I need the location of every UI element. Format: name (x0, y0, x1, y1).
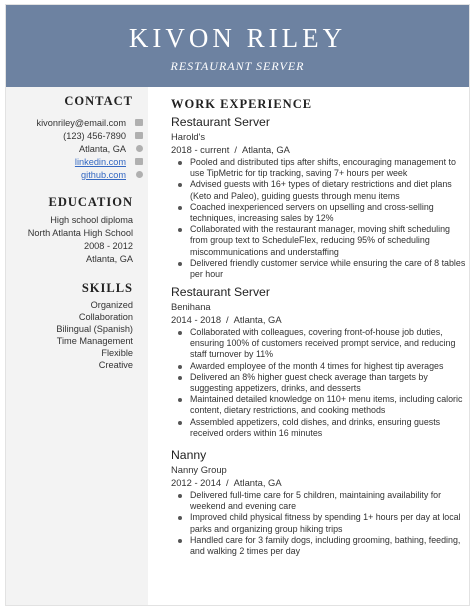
bullet-item: Delivered an 8% higher guest check average than targets by suggesting appetizers, drinks, and desserts (178, 372, 468, 394)
candidate-name: KIVON RILEY (128, 23, 347, 53)
bullet-item: Collaborated with colleagues, covering front-of-house job duties, ensuring 100% of customers received prompt service, and reducing staff turnover by 11% (178, 327, 468, 361)
location-pin-icon (136, 145, 143, 152)
job-company: Benihana (171, 301, 211, 312)
skill-item: Creative (98, 360, 133, 370)
bullet-item: Coached inexperienced servers on upselling and cross-selling techniques, increasing sales by 12% (178, 202, 468, 224)
skill-item: Bilingual (Spanish) (56, 324, 133, 334)
job-title: Restaurant Server (171, 285, 270, 299)
skills-heading: SKILLS (81, 281, 133, 295)
job-bullets (178, 157, 468, 280)
education-dates: 2008 - 2012 (83, 241, 133, 251)
education-degree: High school diploma (50, 215, 133, 225)
resume-header (6, 5, 469, 87)
bullet-item: Handled care for 3 family dogs, including grooming, bathing, feeding, and walking 2 times per day (178, 535, 468, 557)
contact-email[interactable]: kivonriley@email.com (36, 118, 126, 128)
bullet-item: Improved child physical fitness by spending 1+ hours per day at local parks and organizing group hiking trips (178, 512, 468, 534)
job-bullets (178, 327, 468, 439)
skill-item: Time Management (56, 336, 133, 346)
education-heading: EDUCATION (48, 195, 133, 209)
contact-phone[interactable]: (123) 456-7890 (63, 131, 126, 141)
job-dates: 2012 - 2014 (171, 477, 222, 488)
skill-item: Organized (90, 300, 133, 310)
bullet-item: Pooled and distributed tips after shifts, encouraging management to use TipMetric for tip tracking, saving 7+ hours per week (178, 157, 468, 179)
job-company: Nanny Group (171, 464, 227, 475)
contact-location: Atlanta, GA (79, 144, 126, 154)
resume-page (5, 4, 470, 606)
phone-icon (135, 132, 143, 139)
bullet-item: Maintained detailed knowledge on 110+ menu items, including caloric content, dietary restrictions, and cooking methods (178, 394, 468, 416)
job-location: Atlanta, GA (241, 144, 290, 155)
github-icon (136, 171, 143, 178)
job-location: Atlanta, GA (233, 477, 282, 488)
bullet-item: Assembled appetizers, cold dishes, and drinks, ensuring guests received orders within 16 minutes (178, 417, 468, 439)
envelope-icon (135, 119, 143, 126)
skill-item: Collaboration (78, 312, 133, 322)
job-bullets (178, 490, 468, 557)
education-location: Atlanta, GA (86, 254, 133, 264)
job-title: Restaurant Server (171, 115, 270, 129)
bullet-item: Collaborated with the restaurant manager, moving shift scheduling from group text to ScheduleFlex, reducing 95% of scheduling miscommunications and understaffing (178, 224, 468, 258)
job-meta: 2012 - 2014 / Atlanta, GA (171, 477, 282, 488)
github-link[interactable]: github.com (81, 170, 126, 180)
education-school: North Atlanta High School (27, 228, 133, 238)
skill-item: Flexible (101, 348, 133, 358)
job-dates: 2018 - current (171, 144, 230, 155)
job-meta: 2018 - current / Atlanta, GA (171, 144, 290, 155)
bullet-item: Delivered friendly customer service while ensuring the care of 8 tables per hour (178, 258, 468, 280)
job-meta: 2014 - 2018 / Atlanta, GA (171, 314, 282, 325)
job-title: Nanny (171, 448, 207, 462)
job-dates: 2014 - 2018 (171, 314, 222, 325)
experience-heading: WORK EXPERIENCE (171, 97, 313, 111)
bullet-item: Advised guests with 16+ types of dietary restrictions and diet plans (Keto and Paleo), guiding guests through menu items (178, 179, 468, 201)
contact-heading: CONTACT (64, 94, 133, 108)
linkedin-icon (135, 158, 143, 165)
candidate-title: RESTAURANT SERVER (170, 59, 305, 73)
linkedin-link[interactable]: linkedin.com (74, 157, 126, 167)
bullet-item: Delivered full-time care for 5 children, maintaining availability for weekend and evening care (178, 490, 468, 512)
job-location: Atlanta, GA (233, 314, 282, 325)
job-company: Harold's (171, 131, 206, 142)
bullet-item: Awarded employee of the month 4 times for highest tip averages (178, 361, 468, 372)
